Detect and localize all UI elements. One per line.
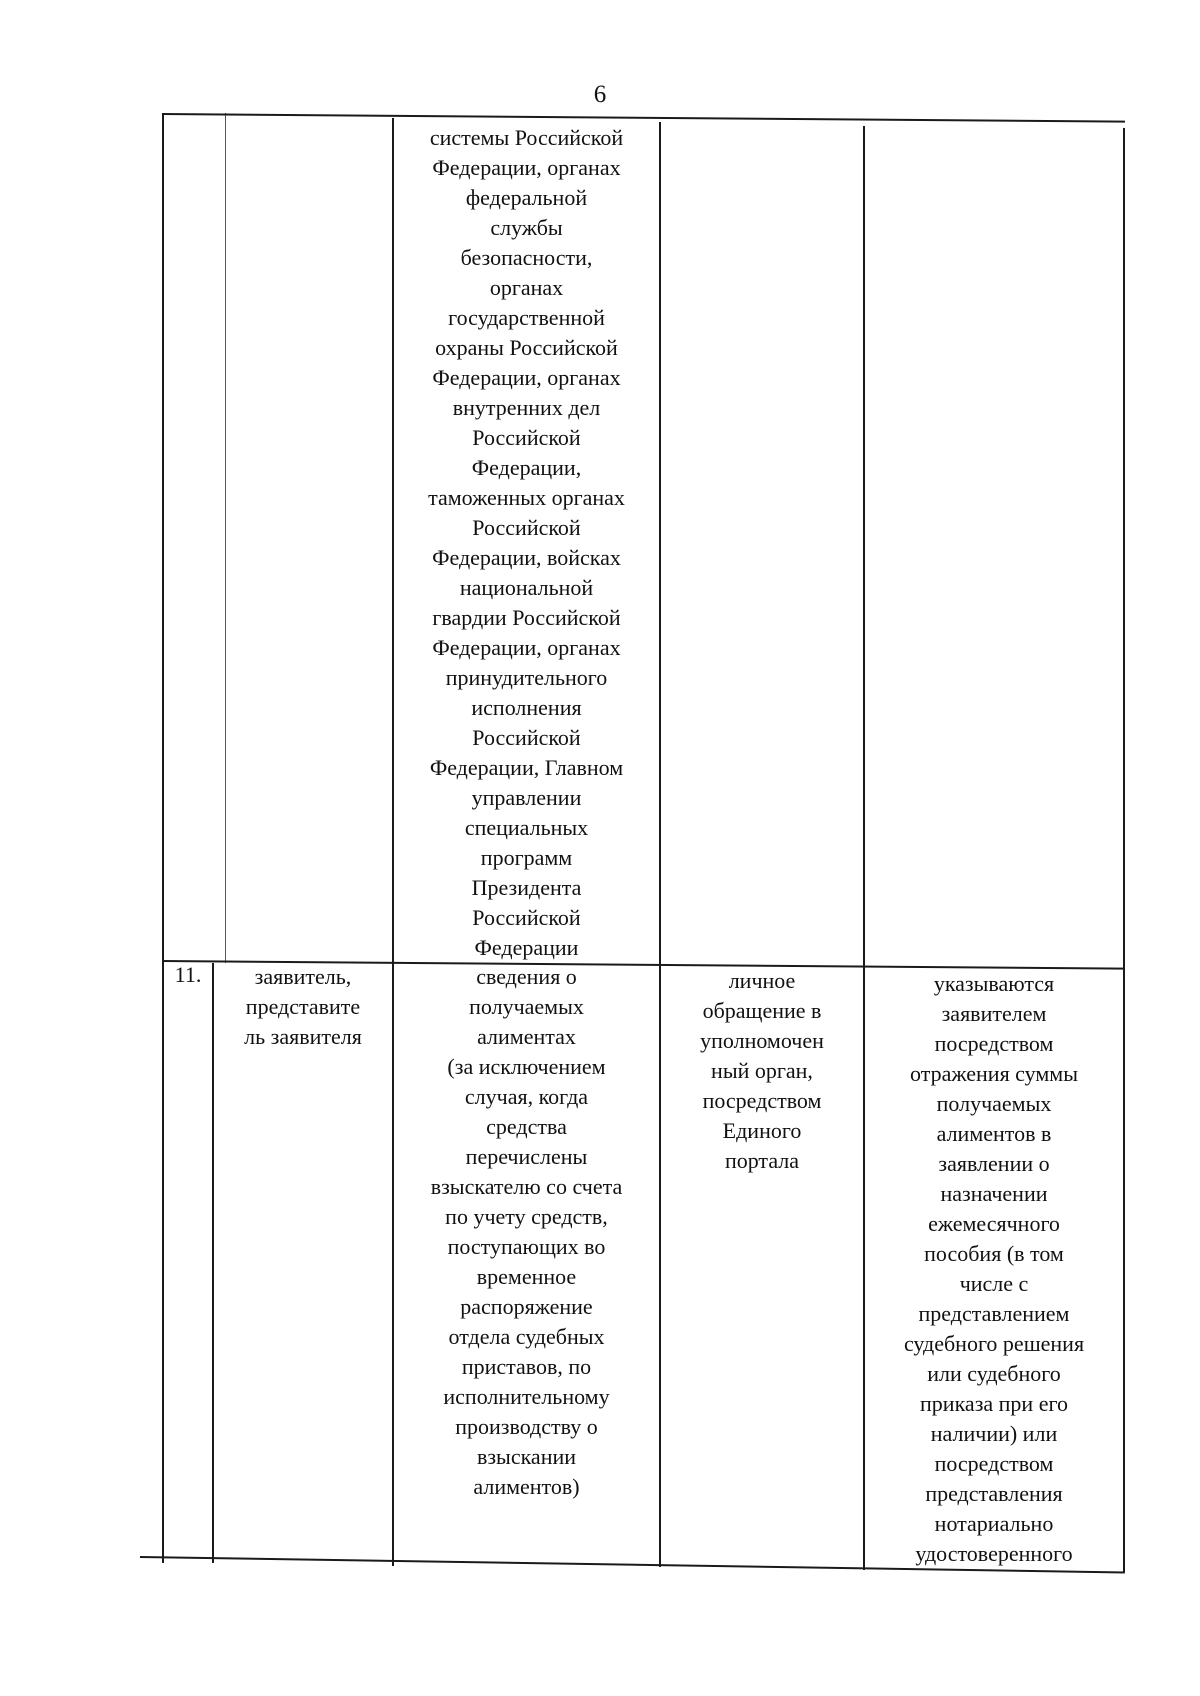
table-column-divider-3 [659, 122, 661, 1567]
page-number: 6 [593, 81, 607, 108]
table-border-left [162, 113, 164, 1563]
continued-row-col3: системы Российской Федерации, органах федеральной службы безопасности, органах государственной охраны Российской Федерации, органах внутренних дел Российской Федерации, таможенных органах Российской Федерации, войсках национальной гвардии Российской Федерации, органах принудительного исполнения Российской Федерации, Главном управлении специальных программ Президента Российской Федерации [428, 125, 625, 960]
row-11-notes: указываются заявителем посредством отражения суммы получаемых алиментов в заявлении о назначении ежемесячного пособия (в том числе с представлением судебного решения или судебного приказа при его наличии) или посредством представления нотариально удостоверенного [903, 971, 1085, 1566]
row-11-number: 11. [174, 962, 202, 987]
row-11-applicant: заявитель, представите ль заявителя [244, 964, 362, 1049]
row-11-method: личное обращение в уполномочен ный орган, посредством Единого портала [700, 968, 824, 1173]
table-column-divider-1 [225, 113, 226, 963]
table-border-right [1123, 128, 1125, 1572]
row-11-info: сведения о получаемых алиментах (за исключением случая, когда средства перечислены взыскателю со счета по учету средств, поступающих во временное распоряжение отдела судебных приставов, по исполнительному производству о взыскании алиментов) [430, 964, 623, 1499]
table-border-top [162, 113, 1125, 123]
table-column-divider-1b [212, 963, 214, 1563]
